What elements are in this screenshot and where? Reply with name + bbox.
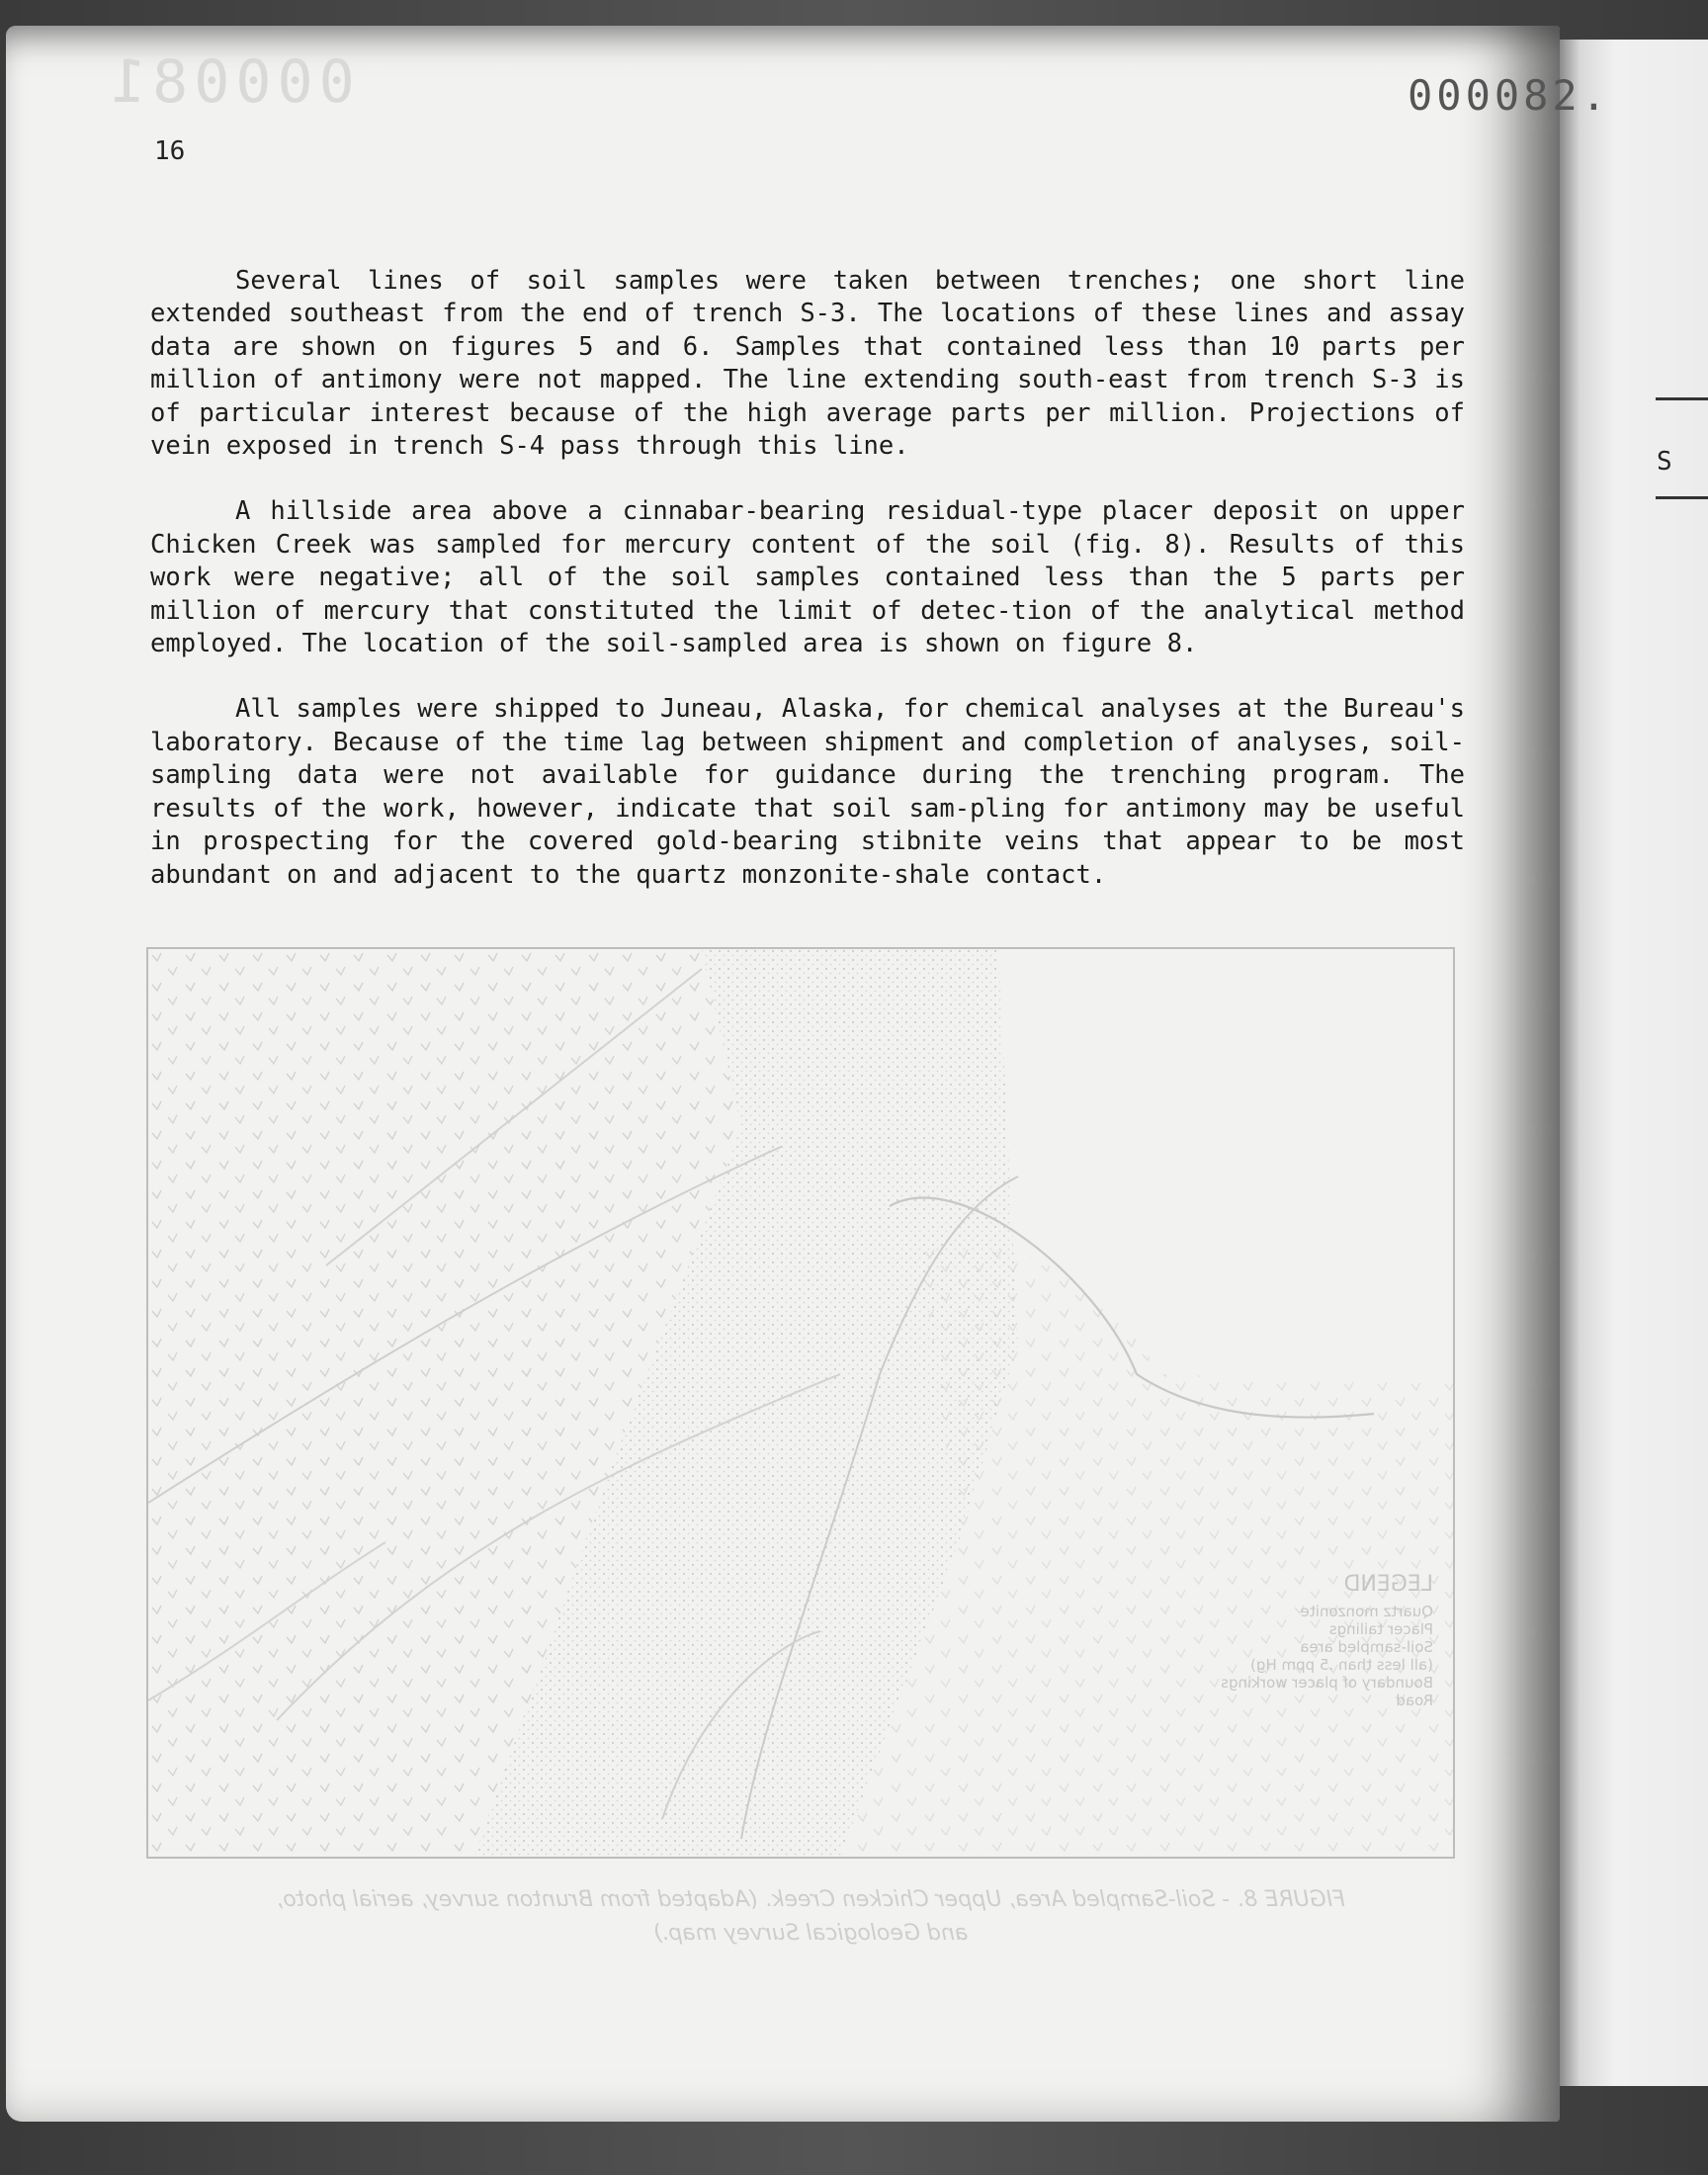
bleed-through-figure-caption: FIGURE 8. - Soil-Sampled Area, Upper Chicken Creek. (Adapted from Brunton survey, aerial photo, and Geological Survey map.) bbox=[276, 1887, 1345, 1946]
paragraph: Several lines of soil samples were taken between trenches; one short line extended southeast from the end of trench S-3. The locations of these lines and assay data are shown on figures 5 and 6. Samples that contained less than 10 parts per million of antimony were not mapped. The line extending south-east from trench S-3 is of particular interest because of the high average parts per million. Projections of vein exposed in trench S-4 pass through this line. bbox=[150, 266, 1465, 462]
adjacent-page-rule bbox=[1656, 496, 1708, 499]
body-text bbox=[150, 265, 1465, 924]
bleed-through-page-stamp: 000081 bbox=[105, 47, 355, 117]
adjacent-page-edge bbox=[1552, 40, 1708, 2086]
legend-line: LEGEND bbox=[1343, 1572, 1433, 1597]
adjacent-page-rule bbox=[1656, 397, 1708, 400]
page-stamp-number: 000082. bbox=[1408, 71, 1611, 120]
adjacent-page-letter: S bbox=[1657, 447, 1672, 477]
page-number: 16 bbox=[154, 136, 186, 166]
bleed-through-map bbox=[146, 947, 1455, 1859]
legend-line: Boundary of placer workings bbox=[1221, 1674, 1433, 1692]
legend-line: (all less than .5 ppm Hg) bbox=[1250, 1656, 1433, 1674]
legend-line: Placer tailings bbox=[1328, 1620, 1433, 1638]
legend-line: Soil-sampled area bbox=[1300, 1638, 1433, 1656]
bleed-through-legend bbox=[1137, 1572, 1433, 1709]
map-drawing bbox=[148, 949, 1453, 1857]
paragraph: All samples were shipped to Juneau, Alaska, for chemical analyses at the Bureau's laboratory. Because of the time lag between shipment and completion of analyses, soil-sampling data were not available for guidance during the trenching program. The results of the work, however, indicate that soil sam-pling for antimony may be useful in prospecting for the covered gold-bearing stibnite veins that appear to be most abundant on and adjacent to the quartz monzonite-shale contact. bbox=[150, 694, 1465, 890]
legend-line: Quartz monzonite bbox=[1300, 1603, 1433, 1620]
paragraph: A hillside area above a cinnabar-bearing residual-type placer deposit on upper Chicken Creek was sampled for mercury content of the soil (fig. 8). Results of this work were negative; all of the soil samples contained less than the 5 parts per million of mercury that constituted the limit of detec-tion of the analytical method employed. The location of the soil-sampled area is shown on figure 8. bbox=[150, 496, 1465, 659]
legend-line: Road bbox=[1396, 1692, 1433, 1709]
